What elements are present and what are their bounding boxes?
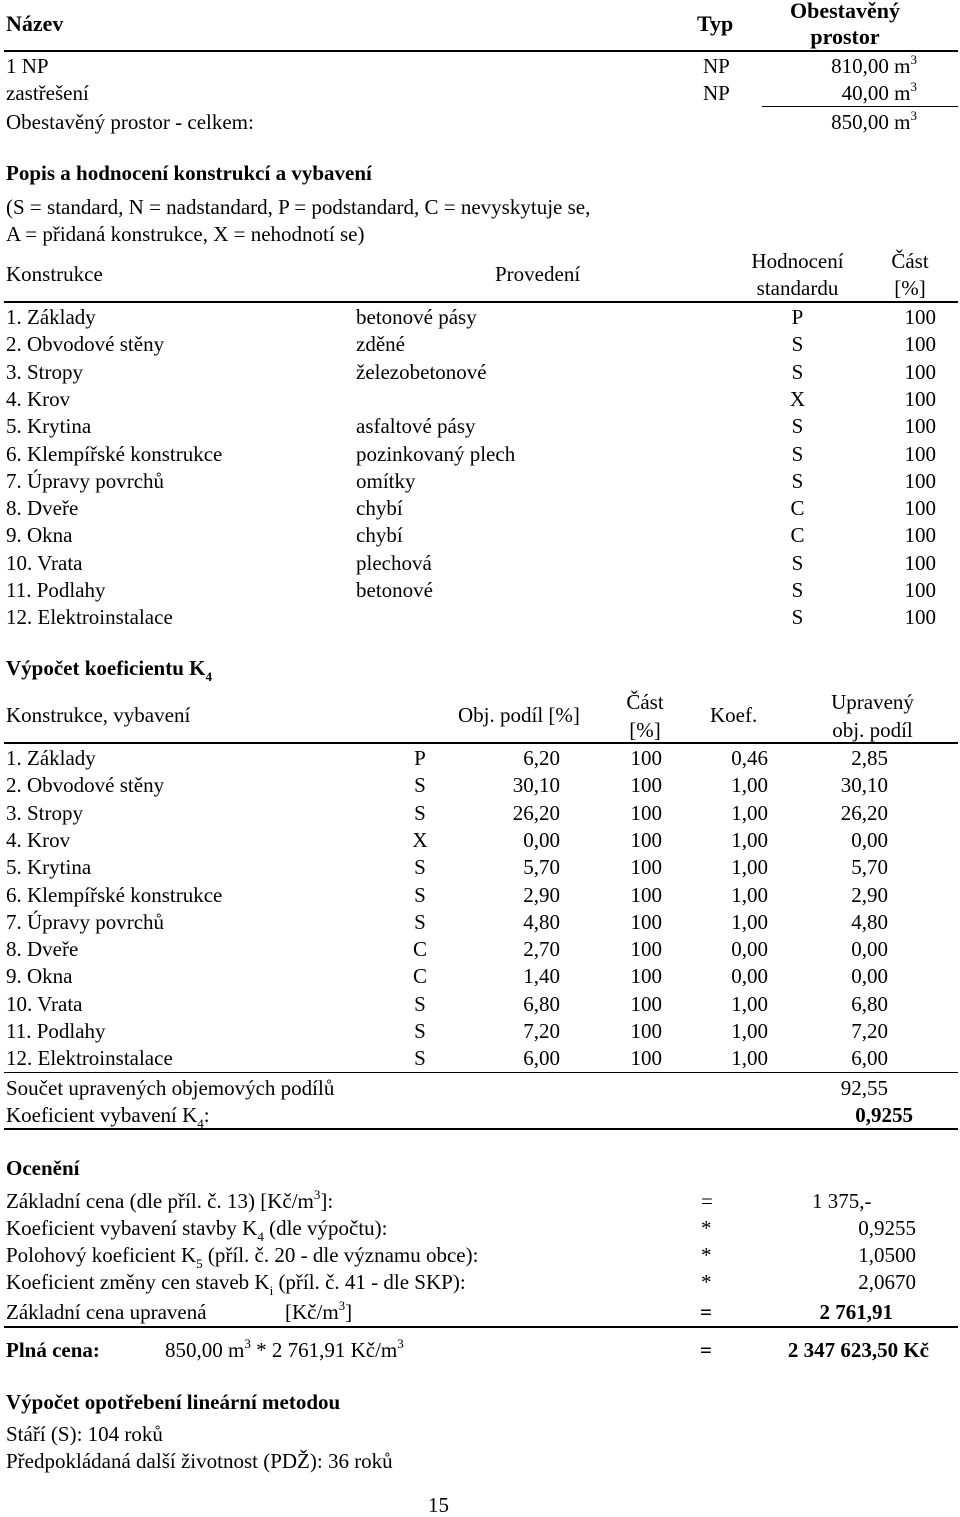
- full-price-value: 2 347 623,50 Kč: [787, 1338, 929, 1362]
- k4-title: Výpočet koeficientu $K_4$: [6, 656, 212, 685]
- adjusted-price-operator: =: [700, 1300, 712, 1324]
- k4-koef-cell: 1,00: [731, 882, 768, 907]
- construction-provedeni-cell: chybí: [356, 523, 403, 548]
- k4-sum-value: 92,55: [840, 1076, 888, 1100]
- k4-upraveny-cell: 2,85: [851, 746, 888, 770]
- k4-factor-label: Koeficient vybavení stavby $K_4$ (dle výpočtu):: [6, 1216, 388, 1245]
- depreciation-title: Výpočet opotřebení lineární metodou: [6, 1390, 341, 1414]
- construction-name-cell: 6. Klempířské konstrukce: [6, 441, 223, 466]
- k4-name-cell: 11. Podlahy: [6, 1019, 106, 1043]
- k5-factor-operator: *: [701, 1243, 712, 1267]
- construction-name-cell: 2. Obvodové stěny: [6, 332, 165, 357]
- header-rule: [4, 742, 958, 744]
- k4-hodnoceni-cell: S: [414, 909, 426, 934]
- construction-name-cell: 10. Vrata: [6, 550, 83, 575]
- col-header-type: Typ: [697, 11, 734, 36]
- construction-hodnoceni-cell: S: [791, 441, 804, 466]
- k4-name-cell: 8. Dveře: [6, 937, 79, 962]
- construction-provedeni-cell: omítky: [356, 468, 416, 493]
- col-header-provedeni: Provedení: [495, 262, 581, 286]
- construction-cast-cell: 100: [904, 414, 936, 439]
- k4-name-cell: 12. Elektroinstalace: [6, 1046, 173, 1071]
- k4-obj-cell: 30,10: [512, 773, 560, 798]
- k4-coef-value: 0,9255: [855, 1103, 913, 1127]
- k4-cast-cell: 100: [630, 773, 662, 798]
- k4-cast-cell: 100: [630, 964, 662, 989]
- full-price-label: Plná cena:: [6, 1338, 100, 1362]
- base-price-label: Základní cena (dle příl. č. 13) $[Kč/m^3]$:: [6, 1187, 334, 1213]
- construction-name-cell: 5. Krytina: [6, 414, 92, 439]
- construction-cast-cell: 100: [904, 332, 936, 357]
- construction-name-cell: 4. Krov: [6, 386, 71, 411]
- col-header-cast-2: [%]: [629, 718, 661, 742]
- construction-provedeni-cell: plechová: [356, 550, 432, 575]
- k4-upraveny-cell: 2,90: [851, 882, 888, 907]
- adjusted-price-value: 2 761,91: [819, 1300, 893, 1324]
- k4-cast-cell: 100: [630, 991, 662, 1016]
- k4-koef-cell: 1,00: [731, 991, 768, 1016]
- construction-provedeni-cell: zděné: [356, 332, 405, 357]
- k4-name-cell: 9. Okna: [6, 964, 73, 989]
- col-header-hodnoceni-2: standardu: [756, 276, 839, 300]
- construction-name-cell: 12. Elektroinstalace: [6, 605, 173, 630]
- volume-row-name: zastřešení: [6, 81, 89, 105]
- col-header-konstrukce-vybaveni: Konstrukce, vybavení: [6, 703, 191, 727]
- construction-hodnoceni-cell: S: [791, 414, 804, 439]
- base-price-value: 1 375,-: [812, 1189, 872, 1213]
- k4-koef-cell: 1,00: [731, 855, 768, 880]
- k4-hodnoceni-cell: S: [414, 800, 426, 825]
- k4-name-cell: 4. Krov: [6, 827, 71, 852]
- full-price-calculation: 850,00 $m^3 * 2$ 761,91 $Kč/m^3$: [165, 1336, 404, 1362]
- construction-name-cell: 9. Okna: [6, 523, 73, 548]
- k4-obj-cell: 1,40: [523, 964, 560, 989]
- k4-name-cell: 6. Klempířské konstrukce: [6, 882, 223, 907]
- k4-obj-cell: 2,70: [523, 937, 560, 962]
- k4-obj-cell: 7,20: [523, 1019, 560, 1043]
- full-price-operator: =: [700, 1338, 712, 1362]
- k4-name-cell: 7. Úpravy povrchů: [6, 909, 165, 934]
- construction-provedeni-cell: betonové: [356, 578, 433, 602]
- construction-hodnoceni-cell: X: [789, 386, 806, 411]
- construction-cast-cell: 100: [904, 523, 936, 548]
- construction-legend-1: (S = standard, N = nadstandard, P = podstandard, C = nevyskytuje se,: [6, 195, 591, 219]
- k4-cast-cell: 100: [630, 800, 662, 825]
- k4-hodnoceni-cell: P: [414, 746, 426, 770]
- k4-koef-cell: 0,00: [731, 937, 768, 962]
- k4-hodnoceni-cell: S: [414, 991, 426, 1016]
- k4-name-cell: 5. Krytina: [6, 855, 92, 880]
- construction-legend-2: A = přidaná konstrukce, X = nehodnotí se): [6, 222, 365, 246]
- col-header-cast-2: [%]: [894, 276, 926, 300]
- k4-hodnoceni-cell: X: [412, 827, 428, 852]
- k4-upraveny-cell: 5,70: [851, 855, 888, 880]
- k4-obj-cell: 26,20: [512, 800, 560, 825]
- volume-row-value: 810,00 $m^3$: [831, 52, 917, 78]
- construction-hodnoceni-cell: S: [791, 578, 804, 602]
- construction-hodnoceni-cell: C: [790, 496, 805, 521]
- k4-obj-cell: 0,00: [523, 827, 560, 852]
- construction-cast-cell: 100: [904, 305, 936, 329]
- construction-name-cell: 3. Stropy: [6, 359, 84, 384]
- adjusted-price-label: Základní cena upravená: [6, 1300, 207, 1324]
- k4-hodnoceni-cell: S: [414, 1019, 426, 1043]
- section-rule: [4, 1326, 958, 1328]
- construction-hodnoceni-cell: S: [791, 550, 804, 575]
- k4-cast-cell: 100: [630, 882, 662, 907]
- header-rule: [4, 301, 958, 303]
- section-rule: [4, 1128, 958, 1130]
- col-header-upraveny-1: Upravený: [831, 690, 914, 714]
- construction-provedeni-cell: železobetonové: [356, 359, 487, 384]
- k4-koef-cell: 1,00: [731, 773, 768, 798]
- k4-upraveny-cell: 0,00: [851, 827, 888, 852]
- construction-title: Popis a hodnocení konstrukcí a vybavení: [6, 161, 372, 185]
- col-header-cast-1: Část: [891, 249, 929, 273]
- col-header-space-2: prostor: [810, 24, 880, 49]
- k4-koef-cell: 1,00: [731, 800, 768, 825]
- col-header-hodnoceni-1: Hodnocení: [751, 249, 844, 273]
- k4-koef-cell: 1,00: [731, 1046, 768, 1071]
- col-header-upraveny-2: obj. podíl: [832, 718, 913, 742]
- k4-cast-cell: 100: [630, 1019, 662, 1043]
- col-header-name: Název: [6, 11, 64, 36]
- construction-name-cell: 1. Základy: [6, 305, 96, 329]
- depreciation-remaining: Předpokládaná další životnost (PDŽ): 36 roků: [6, 1449, 393, 1473]
- construction-provedeni-cell: asfaltové pásy: [356, 414, 476, 439]
- k4-name-cell: 3. Stropy: [6, 800, 84, 825]
- k4-upraveny-cell: 6,80: [851, 991, 888, 1016]
- k4-hodnoceni-cell: S: [414, 773, 426, 798]
- valuation-title: Ocenění: [6, 1156, 80, 1180]
- k4-cast-cell: 100: [630, 746, 662, 770]
- k4-coef-label: Koeficient vybavení $K_4$:: [6, 1103, 210, 1132]
- col-header-koef: Koef.: [710, 703, 758, 727]
- k4-sum-label: Součet upravených objemových podílů: [6, 1076, 335, 1100]
- depreciation-age: Stáří (S): 104 roků: [6, 1422, 163, 1446]
- k4-koef-cell: 1,00: [731, 1019, 768, 1043]
- col-header-space-1: Obestavěný: [790, 0, 900, 23]
- construction-cast-cell: 100: [904, 578, 936, 602]
- volume-row-type: NP: [703, 81, 730, 105]
- col-header-obj-podil: Obj. podíl [%]: [458, 703, 580, 727]
- ki-factor-label: Koeficient změny cen staveb $K_i$ (příl. č. 41 - dle SKP):: [6, 1270, 466, 1299]
- k4-hodnoceni-cell: C: [412, 964, 427, 989]
- k4-factor-value: 0,9255: [858, 1216, 916, 1240]
- sum-rule: [4, 1072, 958, 1073]
- k4-obj-cell: 6,80: [523, 991, 560, 1016]
- k4-cast-cell: 100: [630, 1046, 662, 1071]
- k4-name-cell: 1. Základy: [6, 746, 96, 770]
- volume-total-label: Obestavěný prostor - celkem:: [6, 110, 254, 134]
- k4-obj-cell: 6,00: [523, 1046, 560, 1071]
- page-number: 15: [428, 1493, 449, 1517]
- construction-name-cell: 11. Podlahy: [6, 578, 106, 602]
- k4-upraveny-cell: 30,10: [840, 773, 888, 798]
- construction-hodnoceni-cell: S: [791, 605, 804, 630]
- construction-hodnoceni-cell: S: [791, 332, 804, 357]
- k4-koef-cell: 0,46: [731, 746, 768, 770]
- k4-hodnoceni-cell: S: [414, 882, 426, 907]
- construction-cast-cell: 100: [904, 550, 936, 575]
- construction-hodnoceni-cell: P: [791, 305, 804, 329]
- k4-upraveny-cell: 0,00: [851, 964, 888, 989]
- k4-hodnoceni-cell: C: [412, 937, 427, 962]
- k4-obj-cell: 6,20: [523, 746, 560, 770]
- volume-total-value: 850,00 $m^3$: [831, 108, 917, 134]
- k4-upraveny-cell: 26,20: [840, 800, 888, 825]
- construction-cast-cell: 100: [904, 386, 936, 411]
- k4-upraveny-cell: 6,00: [851, 1046, 888, 1071]
- k4-koef-cell: 0,00: [731, 964, 768, 989]
- construction-hodnoceni-cell: C: [790, 523, 805, 548]
- k4-hodnoceni-cell: S: [414, 855, 426, 880]
- k4-cast-cell: 100: [630, 937, 662, 962]
- col-header-konstrukce: Konstrukce: [6, 262, 103, 286]
- construction-cast-cell: 100: [904, 468, 936, 493]
- k4-hodnoceni-cell: S: [414, 1046, 426, 1071]
- k5-factor-value: 1,0500: [858, 1243, 916, 1267]
- ki-factor-operator: *: [701, 1270, 712, 1294]
- construction-cast-cell: 100: [904, 496, 936, 521]
- construction-cast-cell: 100: [904, 441, 936, 466]
- col-header-cast-1: Část: [626, 690, 664, 714]
- k4-koef-cell: 1,00: [731, 827, 768, 852]
- adjusted-price-unit: $[Kč/m^3]$: [285, 1298, 353, 1324]
- header-rule: [4, 50, 958, 52]
- construction-hodnoceni-cell: S: [791, 359, 804, 384]
- k4-obj-cell: 4,80: [523, 909, 560, 934]
- construction-provedeni-cell: betonové pásy: [356, 305, 477, 329]
- construction-provedeni-cell: pozinkovaný plech: [356, 441, 516, 466]
- k4-cast-cell: 100: [630, 827, 662, 852]
- volume-row-value: 40,00 $m^3$: [841, 79, 917, 105]
- construction-hodnoceni-cell: S: [791, 468, 804, 493]
- k4-upraveny-cell: 7,20: [851, 1019, 888, 1043]
- k4-name-cell: 10. Vrata: [6, 991, 83, 1016]
- k4-cast-cell: 100: [630, 855, 662, 880]
- construction-name-cell: 8. Dveře: [6, 496, 79, 521]
- construction-cast-cell: 100: [904, 605, 936, 630]
- k4-name-cell: 2. Obvodové stěny: [6, 773, 165, 798]
- construction-name-cell: 7. Úpravy povrchů: [6, 468, 165, 493]
- ki-factor-value: 2,0670: [858, 1270, 916, 1294]
- sum-rule: [762, 106, 958, 107]
- k4-upraveny-cell: 0,00: [851, 937, 888, 962]
- k4-obj-cell: 2,90: [523, 882, 560, 907]
- base-price-operator: =: [701, 1189, 713, 1213]
- k4-koef-cell: 1,00: [731, 909, 768, 934]
- construction-cast-cell: 100: [904, 359, 936, 384]
- k4-cast-cell: 100: [630, 909, 662, 934]
- volume-row-type: NP: [703, 54, 730, 78]
- volume-row-name: 1 NP: [6, 54, 49, 78]
- k4-upraveny-cell: 4,80: [851, 909, 888, 934]
- k4-factor-operator: *: [701, 1216, 712, 1240]
- construction-provedeni-cell: chybí: [356, 496, 403, 521]
- k5-factor-label: Polohový koeficient $K_5$ (příl. č. 20 - dle významu obce):: [6, 1243, 479, 1272]
- k4-obj-cell: 5,70: [523, 855, 560, 880]
